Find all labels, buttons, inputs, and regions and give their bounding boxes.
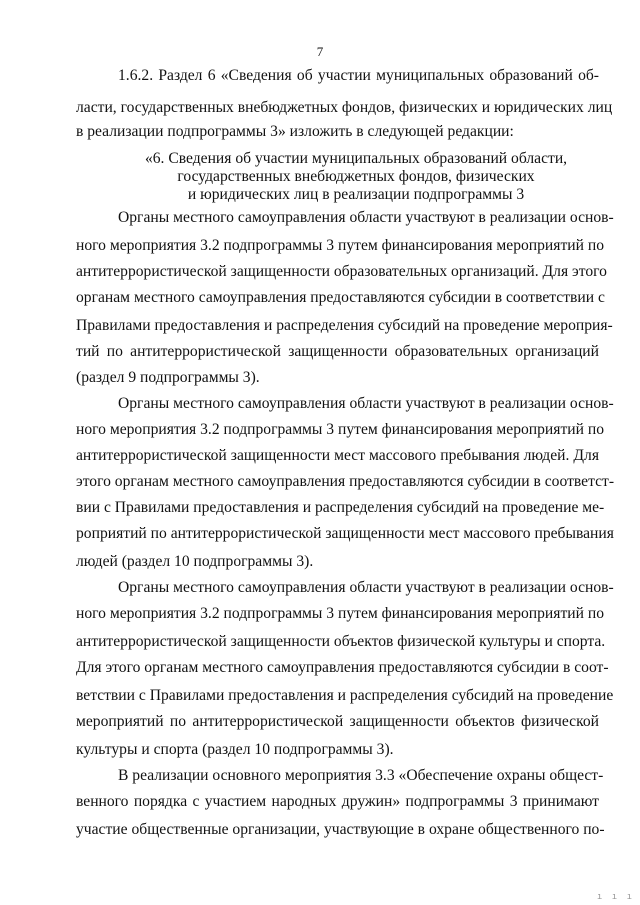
paragraph-line: ного мероприятия 3.2 подпрограммы 3 путем финансирования мероприятий по [76, 237, 604, 254]
paragraph-line: Органы местного самоуправления области участвуют в реализации основ- [118, 395, 614, 412]
paragraph-line: этого органам местного самоуправления предоставляются субсидии в соответст- [76, 473, 615, 490]
paragraph-line: участие общественные организации, участвующие в охране общественного по- [76, 821, 605, 838]
intro-line: 1.6.2. Раздел 6 «Сведения об участии муниципальных образований об- [118, 67, 599, 84]
paragraph-line: ного мероприятия 3.2 подпрограммы 3 путем финансирования мероприятий по [76, 605, 604, 622]
paragraph-line: В реализации основного мероприятия 3.3 «Обеспечение охраны общест- [118, 767, 604, 784]
paragraph-line: ветствии с Правилами предоставления и распределения субсидий на проведение [76, 687, 614, 704]
page-number: 7 [316, 44, 324, 59]
paragraph-line: антитеррористической защищенности мест массового пребывания людей. Для [76, 447, 599, 464]
intro-line: в реализации подпрограммы 3» изложить в следующей редакции: [76, 123, 514, 140]
intro-line: ласти, государственных внебюджетных фондов, физических и юридических лиц [76, 99, 613, 116]
paragraph-line: венного порядка с участием народных дружин» подпрограммы 3 принимают [76, 793, 599, 810]
paragraph-line: тий по антитеррористической защищенности образовательных организаций [76, 343, 599, 360]
scan-artifact-marks: ı ı ı [596, 892, 634, 902]
paragraph-line: антитеррористической защищенности образовательных организаций. Для этого [76, 263, 607, 280]
paragraph-line: людей (раздел 10 подпрограммы 3). [76, 553, 314, 570]
paragraph-line: роприятий по антитеррористической защищенности мест массового пребывания [76, 525, 614, 542]
paragraph-line: культуры и спорта (раздел 10 подпрограммы 3). [76, 741, 394, 758]
paragraph-line: Для этого органам местного самоуправления предоставляются субсидии в соот- [76, 659, 609, 676]
paragraph-line: органам местного самоуправления предоставляются субсидии в соответствии с [76, 289, 605, 306]
heading-line: и юридических лиц в реализации подпрограммы 3 [187, 186, 525, 203]
paragraph-line: Органы местного самоуправления области участвуют в реализации основ- [118, 209, 614, 226]
paragraph-line: вии с Правилами предоставления и распределения субсидий на проведение ме- [76, 499, 605, 516]
paragraph-line: мероприятий по антитеррористической защищенности объектов физической [76, 713, 599, 730]
paragraph-line: (раздел 9 подпрограммы 3). [76, 369, 260, 386]
paragraph-line: антитеррористической защищенности объектов физической культуры и спорта. [76, 633, 606, 650]
paragraph-line: Правилами предоставления и распределения субсидий на проведение мероприя- [76, 317, 613, 334]
heading-line: «6. Сведения об участии муниципальных образований области, [144, 150, 568, 167]
paragraph-line: Органы местного самоуправления области участвуют в реализации основ- [118, 579, 614, 596]
paragraph-line: ного мероприятия 3.2 подпрограммы 3 путем финансирования мероприятий по [76, 421, 604, 438]
heading-line: государственных внебюджетных фондов, физических [177, 168, 535, 185]
